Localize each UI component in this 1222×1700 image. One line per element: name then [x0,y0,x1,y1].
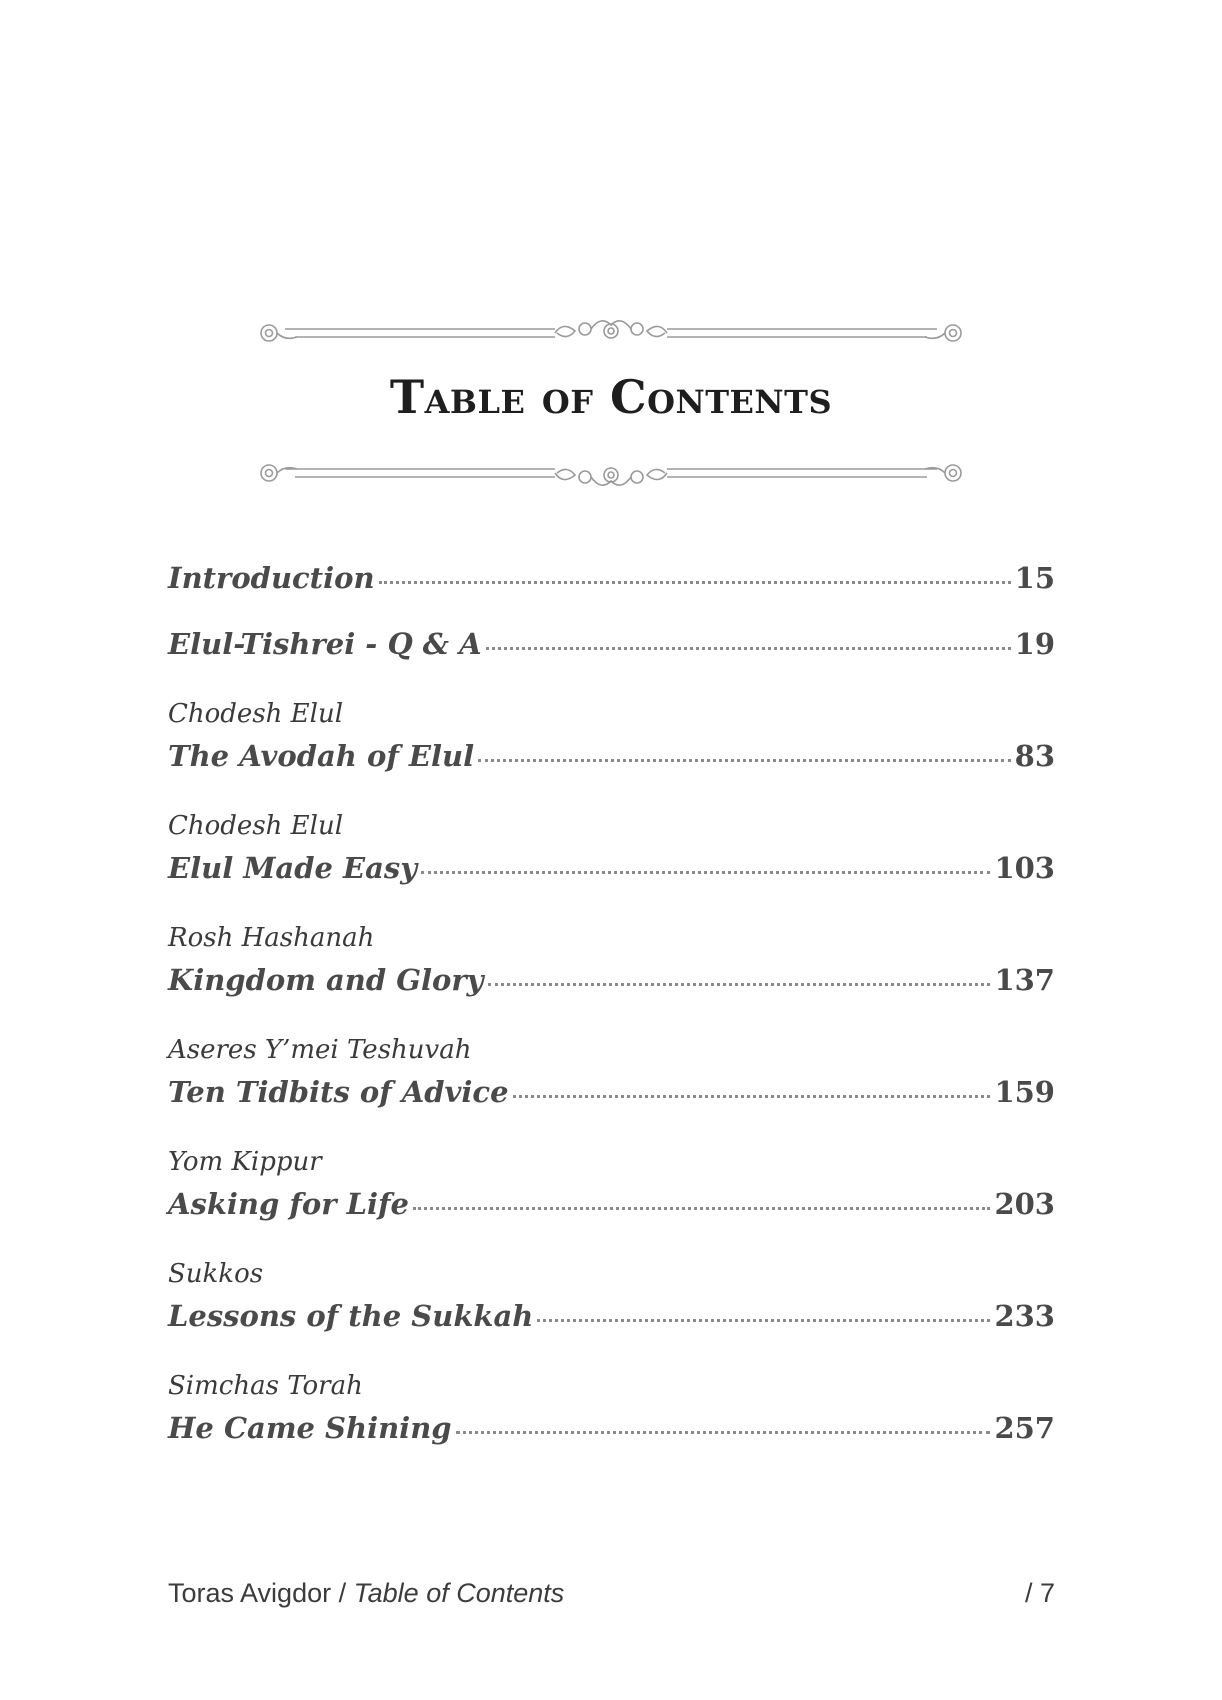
toc-entry[interactable] [168,560,1055,596]
toc-entry-title[interactable]: Elul-Tishrei - Q & A [168,627,482,661]
dot-leader [478,759,1011,762]
toc-entry-title[interactable]: Ten Tidbits of Advice [168,1075,509,1109]
toc-entry[interactable] [168,808,1055,886]
toc-section-label: Chodesh Elul [168,811,344,841]
toc-line[interactable] [168,850,1055,886]
toc-section-label: Chodesh Elul [168,699,344,729]
toc-line[interactable] [168,1298,1055,1334]
toc-page-number: 159 [994,1075,1055,1109]
dot-leader [486,647,1011,650]
toc-page-number: 203 [994,1187,1055,1221]
toc-page-number: 137 [994,963,1055,997]
toc-page-number: 15 [1014,561,1055,595]
toc-entry[interactable] [168,1256,1055,1334]
page-footer [168,1578,1055,1609]
toc-entry[interactable] [168,696,1055,774]
top-scroll-divider-icon [255,317,967,351]
toc-page-number: 233 [994,1299,1055,1333]
toc-entry-title[interactable]: He Came Shining [168,1411,452,1445]
toc-line[interactable] [168,738,1055,774]
toc-section-label: Rosh Hashanah [168,923,375,953]
toc-entry[interactable] [168,1032,1055,1110]
toc-line[interactable] [168,560,1055,596]
table-of-contents [168,560,1055,1480]
toc-entry-title[interactable]: Introduction [168,561,375,595]
toc-section-label: Aseres Y’mei Teshuvah [168,1035,472,1065]
dot-leader [413,1207,991,1210]
footer-book-title: Toras Avigdor / [168,1578,347,1608]
dot-leader [456,1431,991,1434]
toc-page-number: 257 [994,1411,1055,1445]
dot-leader [537,1319,990,1322]
toc-section-label: Sukkos [168,1259,264,1289]
toc-entry[interactable] [168,626,1055,662]
toc-entry-title[interactable]: The Avodah of Elul [168,739,475,773]
toc-line[interactable] [168,626,1055,662]
toc-page-number: 83 [1014,739,1055,773]
toc-entry-title[interactable]: Kingdom and Glory [168,963,484,997]
toc-line[interactable] [168,962,1055,998]
bottom-scroll-divider-icon [255,455,967,489]
toc-section-label: Yom Kippur [168,1147,322,1177]
toc-page-number: 103 [994,851,1055,885]
toc-line[interactable] [168,1410,1055,1446]
toc-section-label: Simchas Torah [168,1371,363,1401]
toc-entry-title[interactable]: Elul Made Easy [168,851,418,885]
dot-leader [513,1095,991,1098]
toc-entry-title[interactable]: Asking for Life [168,1187,409,1221]
footer-chapter-title: Table of Contents [353,1578,565,1608]
toc-line[interactable] [168,1186,1055,1222]
footer-page-number: / 7 [1024,1578,1055,1608]
page-title: Table of Contents [389,370,833,424]
footer-running-head [168,1578,564,1609]
dot-leader [488,983,991,986]
toc-entry[interactable] [168,1368,1055,1446]
toc-page-number: 19 [1014,627,1055,661]
dot-leader [421,871,990,874]
toc-line[interactable] [168,1074,1055,1110]
toc-entry[interactable] [168,920,1055,998]
toc-entry-title[interactable]: Lessons of the Sukkah [168,1299,534,1333]
dot-leader [379,581,1011,584]
toc-entry[interactable] [168,1144,1055,1222]
